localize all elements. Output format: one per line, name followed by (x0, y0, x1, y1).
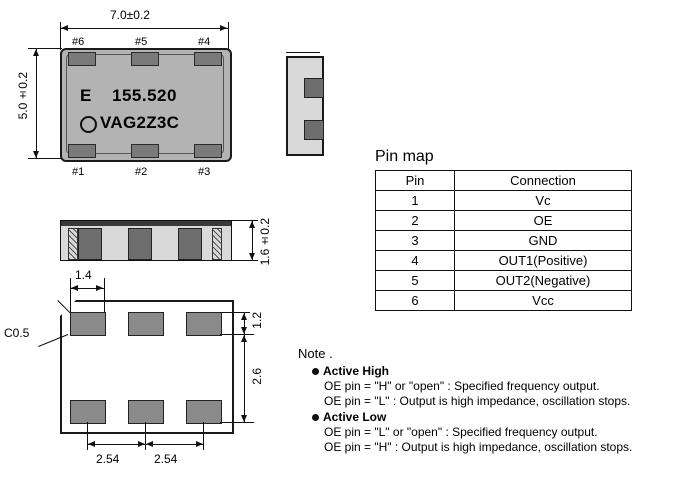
bullet-dot-icon (312, 414, 319, 421)
dim-ext-line-bottom-height (28, 158, 62, 159)
package-side-view (286, 56, 324, 156)
pinmap-cell-pin-2: 2 (376, 211, 455, 231)
dim-ext-line-3-hpitch (203, 422, 204, 450)
table-row (376, 291, 632, 311)
dim-padwidth-label: 1.4 (75, 268, 92, 282)
pinmap-header-connection: Connection (455, 171, 632, 191)
table-row (376, 211, 632, 231)
dim-width-label: 7.0±0.2 (110, 8, 150, 22)
chamfer-label: C0.5 (4, 326, 30, 340)
pin-label-2: #2 (135, 166, 148, 178)
side-view-top-edge (286, 52, 320, 53)
marking-logo: E (80, 86, 92, 105)
dim-arrow-bottom-thickness (249, 253, 255, 260)
dim-arrow-right-width (220, 25, 227, 31)
top-view-pad-2 (131, 144, 159, 158)
pinmap-cell-connection-3: GND (455, 231, 632, 251)
dim-ext-line-bottom-vpitch (220, 422, 254, 423)
marking-frequency: 155.520 (112, 86, 177, 105)
dim-ext-line-top-padheight (220, 312, 254, 313)
dim-arrow-right-hpitch2 (196, 441, 203, 447)
pinmap-cell-connection-1: Vc (455, 191, 632, 211)
notes-block (298, 346, 668, 454)
pinmap-table (375, 170, 632, 311)
bottom-view-pad-3 (186, 312, 222, 336)
bottom-view-pad-1 (70, 312, 106, 336)
pinmap-cell-connection-2: OE (455, 211, 632, 231)
front-view-pad-2 (128, 228, 152, 260)
side-view-pad-lower (304, 120, 324, 140)
pinmap-cell-pin-1: 1 (376, 191, 455, 211)
top-view-pad-3 (194, 144, 222, 158)
dim-arrow-left-hpitch1 (88, 441, 95, 447)
pinmap-cell-pin-4: 4 (376, 251, 455, 271)
dim-vpitch-label: 2.6 (250, 368, 264, 385)
pinmap-header-row (376, 171, 632, 191)
bottom-view-pad-5 (128, 400, 164, 424)
pin-label-1: #1 (72, 166, 85, 178)
pinmap-cell-pin-3: 3 (376, 231, 455, 251)
dim-line-vpitch (244, 334, 245, 422)
top-view-pad-1 (68, 144, 96, 158)
dim-line-width (60, 28, 228, 29)
dim-ext-line-right-padwidth (104, 278, 105, 312)
dim-ext-line-left-padwidth (70, 278, 71, 312)
dim-arrow-left-padwidth (71, 285, 78, 291)
dim-height-label: 5.0±0.2 (16, 72, 30, 120)
note-title-active-low: Active Low (323, 410, 387, 424)
front-view-pad-1 (78, 228, 102, 260)
dim-arrow-bottom-padheight (241, 327, 247, 334)
side-view-pad-upper (304, 78, 324, 98)
front-view-hatch-left (68, 228, 78, 260)
dim-ext-line-top-vpitch (220, 334, 254, 335)
front-view-pad-3 (178, 228, 202, 260)
bullet-dot-icon (312, 368, 319, 375)
note-group-active-low (312, 410, 668, 424)
table-row (376, 271, 632, 291)
dim-arrow-top-thickness (249, 221, 255, 228)
bottom-view-pad-6 (70, 400, 106, 424)
note-title-active-high: Active High (323, 364, 390, 378)
dim-arrow-bottom-height (33, 151, 39, 158)
top-view-pad-5 (131, 52, 159, 66)
note-group-active-high (312, 364, 668, 378)
front-view-hatch-right (212, 228, 222, 260)
top-view-pad-6 (68, 52, 96, 66)
dim-padheight-label: 1.2 (250, 312, 264, 329)
note-line-active-low-1: OE pin = "L" or "open" : Specified frequency output. (324, 425, 598, 439)
table-row (376, 251, 632, 271)
dim-arrow-right-hpitch1 (138, 441, 145, 447)
bottom-view-pad-2 (128, 312, 164, 336)
note-line-active-high-1: OE pin = "H" or "open" : Specified frequency output. (324, 379, 600, 393)
pinmap-title: Pin map (375, 148, 434, 165)
note-line-active-high-2: OE pin = "L" : Output is high impedance, oscillation stops. (324, 394, 631, 408)
dim-arrow-bottom-vpitch (241, 415, 247, 422)
dim-line-height (36, 48, 37, 158)
bottom-view-pad-4 (186, 400, 222, 424)
dim-arrow-top-vpitch (241, 335, 247, 342)
dim-arrow-right-padwidth (96, 285, 103, 291)
dim-arrow-top-height (33, 49, 39, 56)
dim-hpitch1-label: 2.54 (96, 452, 120, 466)
dim-thickness-label: 1.6±0.2 (258, 218, 272, 266)
pin-label-5: #5 (135, 36, 148, 48)
dim-line-hpitch (87, 444, 203, 445)
pinmap-cell-connection-6: Vcc (455, 291, 632, 311)
top-view-pad-4 (194, 52, 222, 66)
note-line-active-low-2: OE pin = "H" : Output is high impedance, oscillation stops. (324, 440, 633, 454)
pin-label-3: #3 (198, 166, 211, 178)
pin-label-4: #4 (198, 36, 211, 48)
dim-arrow-left-width (61, 25, 68, 31)
notes-heading: Note . (298, 346, 333, 361)
table-row (376, 231, 632, 251)
dim-arrow-left-hpitch2 (146, 441, 153, 447)
pinmap-header-pin: Pin (376, 171, 455, 191)
dim-hpitch2-label: 2.54 (154, 452, 178, 466)
pinmap-cell-connection-4: OUT1(Positive) (455, 251, 632, 271)
marking-pin1-circle-icon (80, 116, 97, 133)
marking-code: VAG2Z3C (100, 113, 180, 132)
pinmap-cell-pin-6: 6 (376, 291, 455, 311)
dim-ext-line-right-width (228, 22, 229, 50)
pin-label-6: #6 (72, 36, 85, 48)
dim-arrow-top-padheight (241, 313, 247, 320)
pinmap-cell-connection-5: OUT2(Negative) (455, 271, 632, 291)
table-row (376, 191, 632, 211)
pinmap-cell-pin-5: 5 (376, 271, 455, 291)
